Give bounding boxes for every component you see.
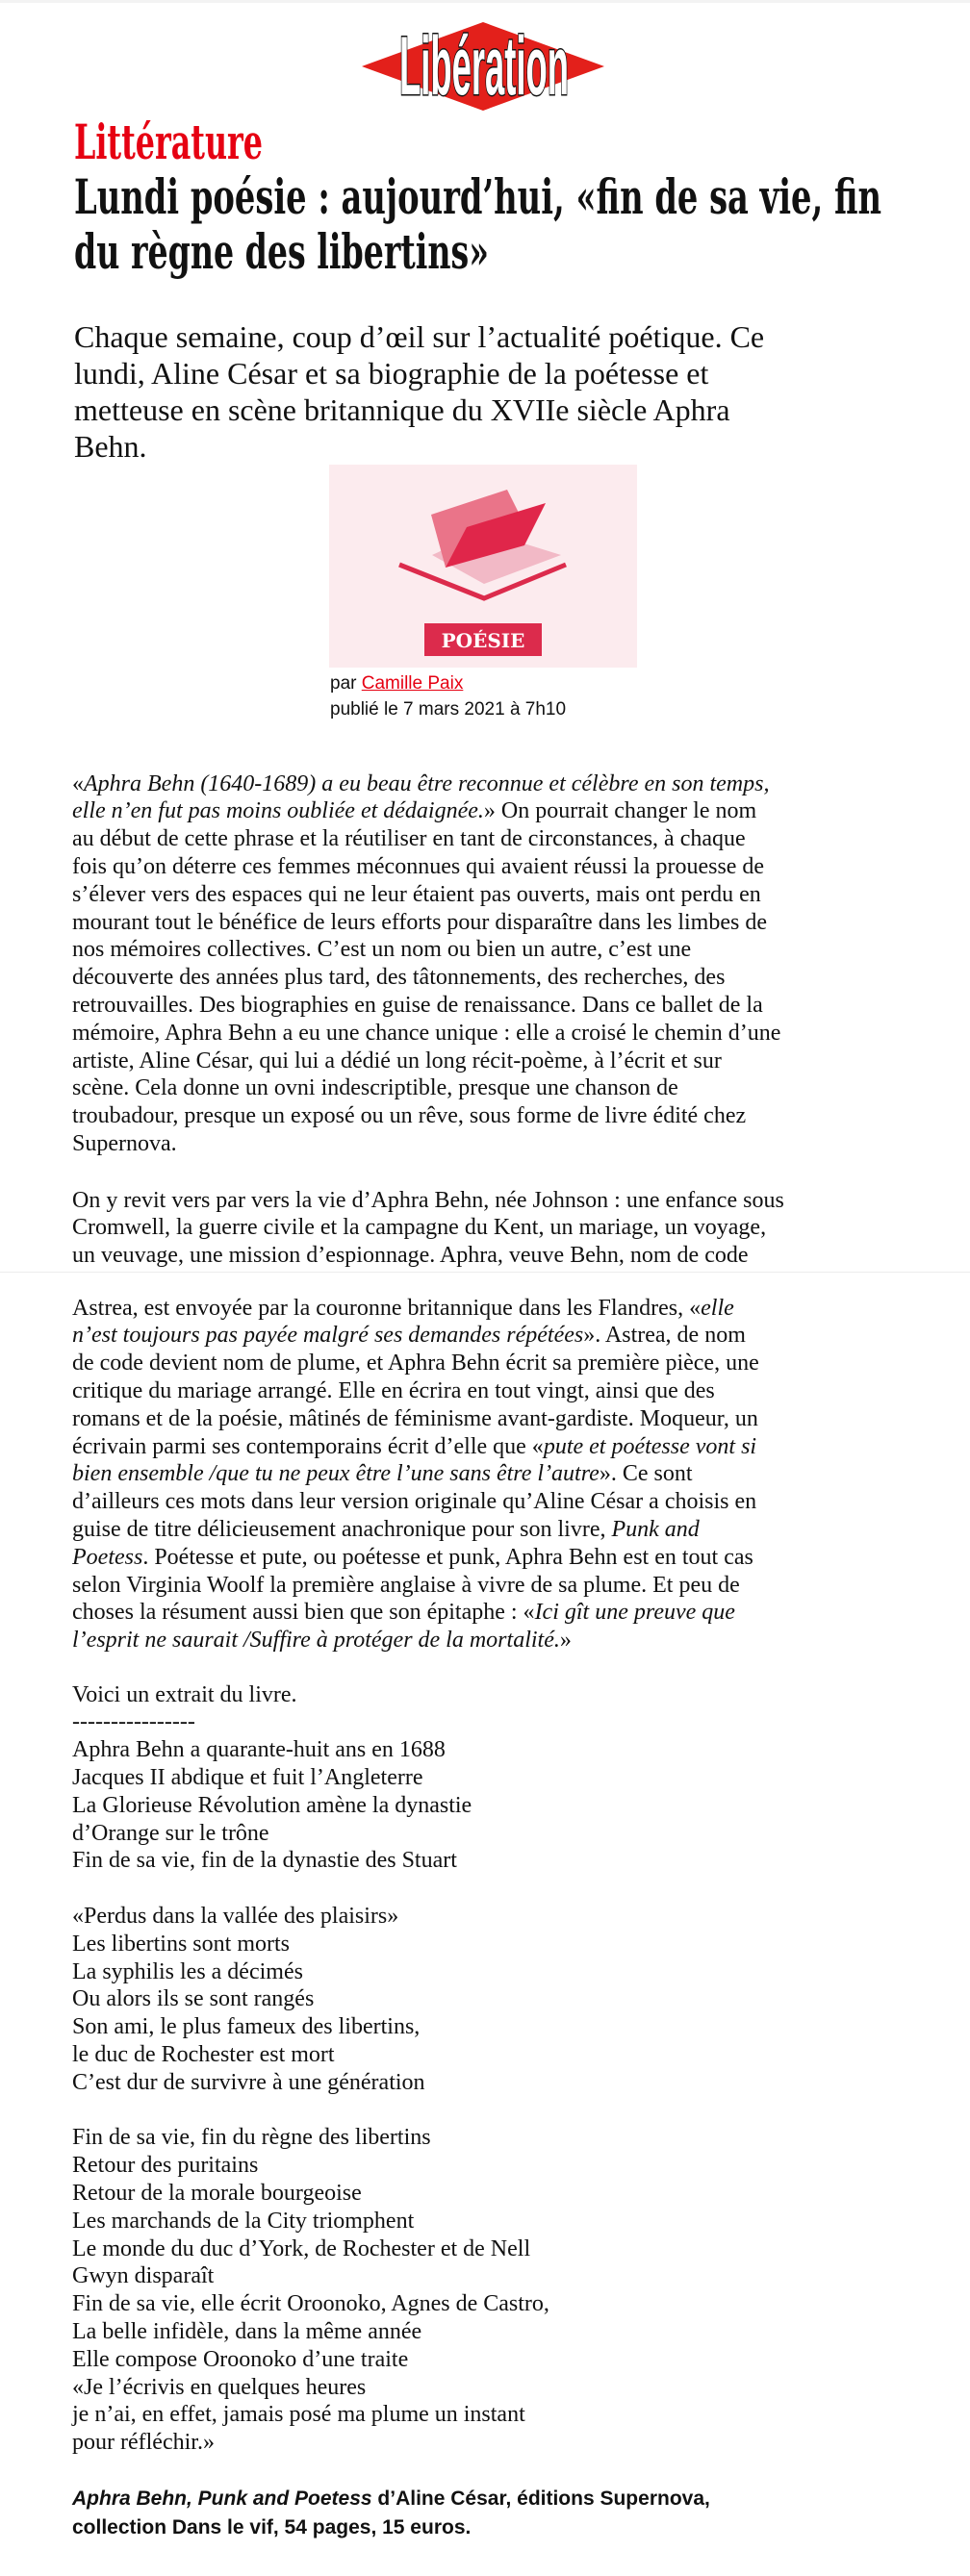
text-line [72, 1460, 900, 1488]
body-text: « [72, 770, 84, 796]
poem-line: La Glorieuse Révolution amène la dynastie [72, 1792, 472, 1818]
text-line [72, 1102, 900, 1130]
quote-text: elle [701, 1295, 734, 1321]
body-text: retrouvailles. Des biographies en guise de renaissance. Dans ce ballet de la [72, 992, 763, 1018]
text-line [72, 853, 900, 881]
poem-line: Jacques II abdique et fuit l’Angleterre [72, 1764, 423, 1790]
text-line [72, 964, 900, 992]
excerpt-divider: ---------------- [72, 1709, 195, 1735]
text-line [72, 825, 900, 853]
byline-prefix: par [330, 673, 357, 694]
text-line [72, 1187, 900, 1215]
category-label[interactable]: Littérature [74, 114, 263, 170]
text-line [72, 881, 900, 909]
poem-line: Aphra Behn a quarante-huit ans en 1688 [72, 1737, 446, 1763]
body-text: On y revit vers par vers la vie d’Aphra Behn, née Johnson : une enfance sous [72, 1187, 784, 1213]
text-line [72, 1242, 900, 1270]
text-line [72, 1544, 900, 1572]
body-text: d’ailleurs ces mots dans leur version originale qu’Aline César a choisis en [72, 1489, 757, 1515]
body-text: romans et de la poésie, mâtinés de féminisme avant-gardiste. Moqueur, un [72, 1405, 758, 1431]
body-text: fois qu’on déterre ces femmes méconnues qui avaient réussi la prouesse de [72, 853, 765, 879]
text-line [72, 1020, 900, 1048]
body-text: » [559, 1628, 572, 1654]
paragraph [72, 770, 900, 1158]
text-line [72, 770, 900, 798]
book-info-rest: d’Aline César, éditions Supernova, [371, 2487, 710, 2510]
poem-line: je n’ai, en effet, jamais posé ma plume un instant [72, 2402, 525, 2428]
article-summary [74, 318, 902, 465]
excerpt-intro: Voici un extrait du livre. [72, 1681, 297, 1707]
summary-line: Chaque semaine, coup d’œil sur l’actualité poétique. Ce [74, 319, 765, 354]
text-line [72, 1377, 900, 1405]
quote-text: Punk and [611, 1516, 700, 1542]
body-text: ». Ce sont [599, 1461, 693, 1487]
text-line [72, 1322, 900, 1350]
body-text: critique du mariage arrangé. Elle en écrira en tout vingt, ainsi que des [72, 1377, 715, 1403]
quote-text: bien ensemble /que tu ne peux être l’une sans être l’autre [72, 1461, 600, 1487]
quote-text: elle n’en fut pas moins oubliée et dédaignée. [72, 798, 484, 824]
poesie-illustration [329, 465, 637, 668]
poem-line: Fin de sa vie, elle écrit Oroonoko, Agnes de Castro, [72, 2291, 549, 2317]
body-text: guise de titre délicieusement anachronique pour son livre, [72, 1516, 612, 1542]
publish-date: publié le 7 mars 2021 à 7h10 [330, 699, 567, 720]
stanza [72, 1903, 938, 2097]
poem [72, 1736, 938, 2457]
body-text: » On pourrait changer le nom [483, 798, 757, 824]
poem-line: Les libertins sont morts [72, 1931, 290, 1957]
quote-text: n’est toujours pas payée malgré ses demandes répétées [72, 1323, 584, 1349]
poem-line: La syphilis les a décimés [72, 1958, 303, 1984]
body-text: au début de cette phrase et la réutiliser en tant de circonstances, à chaque [72, 826, 746, 852]
liberation-logo[interactable] [356, 17, 610, 115]
text-line [72, 1214, 900, 1242]
open-book-icon [329, 465, 637, 668]
body-text: troubadour, presque un exposé ou un rêve, sous forme de livre édité chez [72, 1103, 747, 1129]
logo-text: Libération [399, 20, 569, 113]
excerpt-section [72, 1681, 938, 2542]
body-text: Astrea, est envoyée par la couronne britannique dans les Flandres, « [72, 1295, 702, 1321]
text-line [72, 1295, 900, 1323]
quote-text: Ici gît une preuve que [534, 1600, 735, 1626]
poesie-badge-label: POÉSIE [441, 629, 525, 652]
page-title-line-1: Lundi poésie : aujourd’hui, «fin de sa vie, fin [74, 168, 881, 225]
poem-line: le duc de Rochester est mort [72, 2041, 335, 2067]
poem-line: La belle infidèle, dans la même année [72, 2318, 422, 2344]
text-line [72, 1130, 900, 1158]
quote-text: Aphra Behn (1640-1689) a eu beau être reconnue et célèbre en son temps, [84, 770, 770, 796]
quote-text: pute et poétesse vont si [543, 1433, 757, 1459]
body-text: artiste, Aline César, qui lui a dédié un long récit-poème, à l’écrit et sur [72, 1048, 722, 1073]
body-text: écrivain parmi ses contemporains écrit d’elle que « [72, 1433, 544, 1459]
text-line [72, 1074, 900, 1102]
body-text: s’élever vers des espaces qui ne leur étaient pas ouverts, mais ont perdu en [72, 881, 761, 907]
page-title-line-2: du règne des libertins» [74, 223, 489, 280]
body-text: mourant tout le bénéfice de leurs efforts pour disparaître dans les limbes de [72, 909, 767, 935]
body-text: nos mémoires collectives. C’est un nom ou bien un autre, c’est une [72, 937, 692, 963]
body-text: Supernova. [72, 1130, 177, 1156]
book-info-details: collection Dans le vif, 54 pages, 15 euros. [72, 2515, 472, 2538]
text-line [72, 1488, 900, 1516]
poem-line: Les marchands de la City triomphent [72, 2208, 415, 2234]
poem-line: d’Orange sur le trône [72, 1820, 269, 1846]
text-line [72, 992, 900, 1020]
body-text: selon Virginia Woolf la première anglaise à vivre de sa plume. Et peu de [72, 1572, 740, 1598]
author-link[interactable]: Camille Paix [361, 673, 464, 694]
summary-line: Behn. [74, 429, 147, 464]
paragraph [72, 1187, 900, 1270]
text-line [72, 1433, 900, 1461]
poem-line: pour réfléchir.» [72, 2430, 215, 2456]
poem-line: C’est dur de survivre à une génération [72, 2069, 425, 2095]
text-line [72, 1572, 900, 1600]
text-line [72, 1599, 900, 1627]
text-line [72, 1350, 900, 1377]
quote-text: l’esprit ne saurait /Suffire à protéger de la mortalité. [72, 1628, 560, 1654]
top-strip [0, 0, 970, 3]
poem-line: «Perdus dans la vallée des plaisirs» [72, 1903, 399, 1929]
text-line [72, 1627, 900, 1654]
text-line [72, 909, 900, 937]
stanza [72, 1736, 938, 1875]
poem-line: Ou alors ils se sont rangés [72, 1986, 315, 2012]
poem-line: Fin de sa vie, fin du règne des libertins [72, 2125, 431, 2151]
book-title: Aphra Behn, Punk and Poetess [72, 2487, 372, 2510]
body-text: mémoire, Aphra Behn a eu une chance unique : elle a croisé le chemin d’une [72, 1020, 781, 1046]
body-text: de code devient nom de plume, et Aphra Behn écrit sa première pièce, une [72, 1351, 759, 1376]
poem-line: Son ami, le plus fameux des libertins, [72, 2014, 421, 2040]
byline [330, 670, 566, 722]
body-text: scène. Cela donne un ovni indescriptible, presque une chanson de [72, 1075, 678, 1101]
poem-line: Le monde du duc d’York, de Rochester et de Nell [72, 2235, 531, 2261]
body-text: Cromwell, la guerre civile et la campagne du Kent, un mariage, un voyage, [72, 1215, 767, 1241]
text-line [72, 936, 900, 964]
body-text: . Poétesse et pute, ou poétesse et punk, Aphra Behn est en tout cas [142, 1544, 753, 1570]
poem-line: Gwyn disparaît [72, 2263, 215, 2289]
page-break-divider [0, 1272, 970, 1273]
body-text: choses la résument aussi bien que son épitaphe : « [72, 1600, 535, 1626]
stanza [72, 2124, 938, 2457]
body-text: ». Astrea, de nom [583, 1323, 746, 1349]
paragraph [72, 1295, 900, 1654]
book-info [72, 2485, 938, 2542]
poem-line: «Je l’écrivis en quelques heures [72, 2374, 367, 2400]
summary-line: lundi, Aline César et sa biographie de la poétesse et [74, 356, 709, 391]
text-line [72, 797, 900, 825]
poem-line: Elle compose Oroonoko d’une traite [72, 2346, 409, 2372]
poem-line: Retour des puritains [72, 2153, 259, 2179]
text-line [72, 1405, 900, 1433]
summary-line: metteuse en scène britannique du XVIIe siècle Aphra [74, 392, 730, 427]
body-text: un veuvage, une mission d’espionnage. Aphra, veuve Behn, nom de code [72, 1243, 749, 1269]
poem-line: Retour de la morale bourgeoise [72, 2180, 362, 2206]
text-line [72, 1516, 900, 1544]
body-text: découverte des années plus tard, des tâtonnements, des recherches, des [72, 965, 726, 991]
poem-line: Fin de sa vie, fin de la dynastie des Stuart [72, 1848, 457, 1874]
text-line [72, 1048, 900, 1075]
quote-text: Poetess [72, 1544, 143, 1570]
article-header [0, 106, 970, 289]
